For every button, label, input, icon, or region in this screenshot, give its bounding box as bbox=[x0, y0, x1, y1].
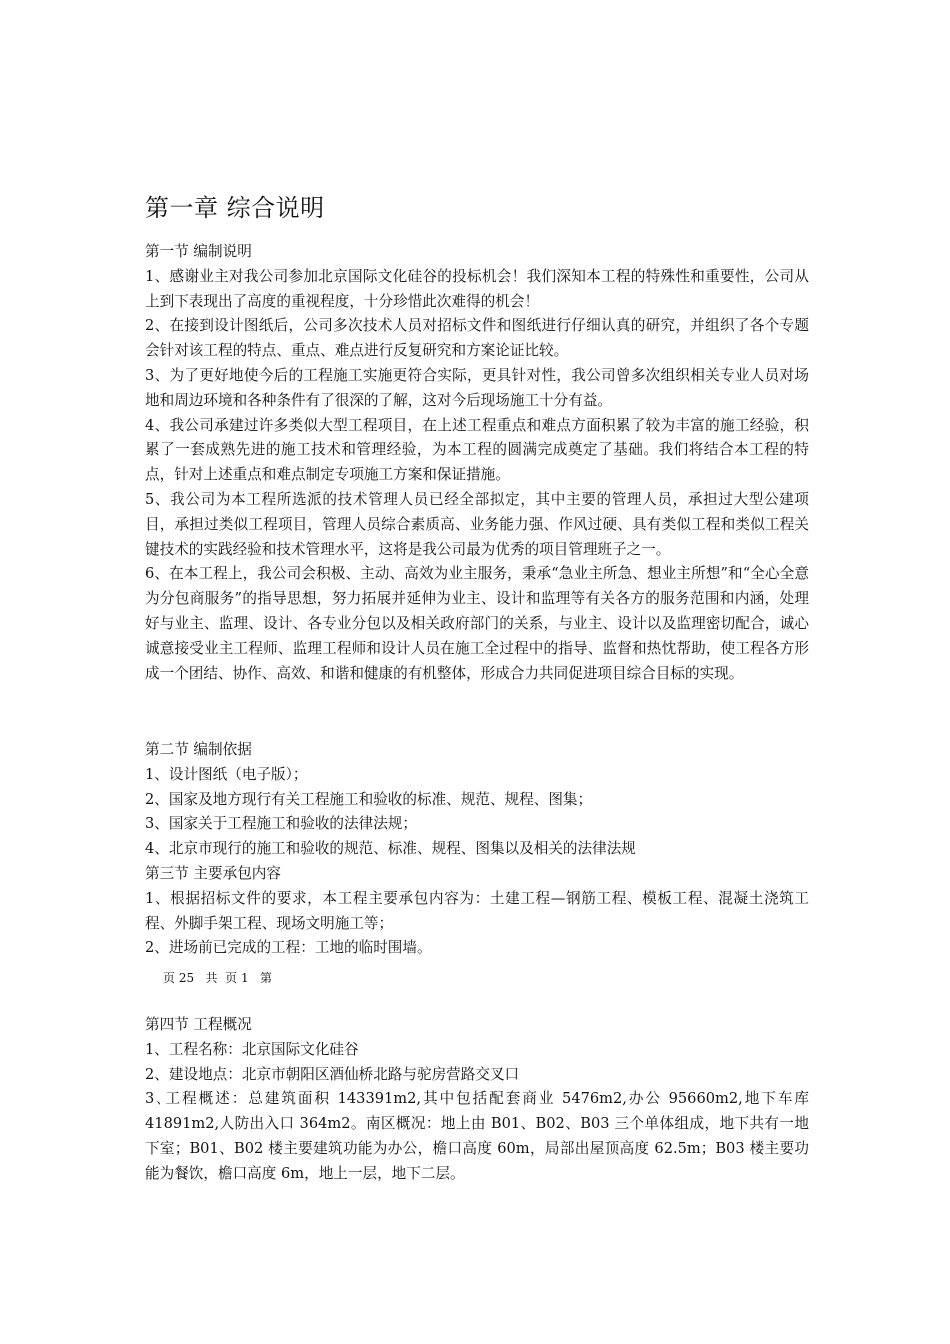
paragraph: 4、我公司承建过许多类似大型工程项目，在上述工程重点和难点方面积累了较为丰富的施工经验，积累了一套成熟先进的施工技术和管理经验，为本工程的圆满完成奠定了基础。我们将结合本工程的特点，针对上述重点和难点制定专项施工方案和保证措施。 bbox=[145, 416, 809, 484]
section-heading: 第一节 编制说明 bbox=[145, 243, 252, 260]
list-item: 4、北京市现行的施工和验收的规范、标准、规程、图集以及相关的法律法规 bbox=[145, 840, 636, 858]
paragraph: 6、在本工程上，我公司会积极、主动、高效为业主服务，秉承“急业主所急、想业主所想”和“全心全意为分包商服务”的指导思想，努力拓展并延伸为业主、设计和监理等有关各方的服务范围和内涵，处理好与业主、监理、设计、各专业分包以及相关政府部门的关系，与业主、设计以及监理密切配合，诚心诚意接受业主工程师、监理工程师和设计人员在施工全过程中的指导、监督和热忱帮助，使工程各方形成一个团结、协作、高效、和谐和健康的有机整体，形成合力共同促进项目综合目标的实现。 bbox=[145, 565, 809, 682]
paragraph: 3、为了更好地使今后的工程施工实施更符合实际，更具针对性，我公司曾多次组织相关专业人员对场地和周边环境和各种条件有了很深的了解，这对今后现场施工十分有益。 bbox=[145, 366, 809, 409]
paragraph: 1、感谢业主对我公司参加北京国际文化硅谷的投标机会！我们深知本工程的特殊性和重要性，公司从上到下表现出了高度的重视程度，十分珍惜此次难得的机会！ bbox=[145, 267, 809, 310]
section-heading: 第四节 工程概况 bbox=[145, 1016, 252, 1033]
list-item: 2、国家及地方现行有关工程施工和验收的标准、规范、规程、图集； bbox=[145, 790, 593, 808]
paragraph: 2、在接到设计图纸后，公司多次技术人员对招标文件和图纸进行仔细认真的研究，并组织了各个专题会针对该工程的特点、重点、难点进行反复研究和方案论证比较。 bbox=[145, 317, 809, 360]
section-heading: 第三节 主要承包内容 bbox=[145, 864, 281, 882]
list-item: 2、建设地点：北京市朝阳区酒仙桥北路与驼房营路交叉口 bbox=[145, 1065, 520, 1083]
paragraph: 5、我公司为本工程所选派的技术管理人员已经全部拟定，其中主要的管理人员，承担过大型公建项目，承担过类似工程项目，管理人员综合素质高、业务能力强、作风过硬、具有类似工程和类似工程关键技术的实践经验和技术管理水平，这将是我公司最为优秀的项目管理班子之一。 bbox=[145, 490, 809, 558]
list-item: 1、根据招标文件的要求，本工程主要承包内容为：土建工程—钢筋工程、模板工程、混凝土浇筑工程、外脚手架工程、现场文明施工等； bbox=[145, 889, 809, 932]
section-compilation-basis bbox=[145, 738, 809, 961]
list-item: 1、工程名称：北京国际文化硅谷 bbox=[145, 1040, 359, 1058]
list-item: 1、设计图纸（电子版）； bbox=[145, 765, 308, 783]
section-heading: 第二节 编制依据 bbox=[145, 741, 252, 758]
section-project-overview bbox=[145, 1013, 809, 1187]
list-item: 2、进场前已完成的工程：工地的临时围墙。 bbox=[145, 939, 432, 957]
list-item: 3､工程概述：总建筑面积 143391m2,其中包括配套商业 5476m2,办公 95660m2,地下车库 41891m2,人防出入口 364m2。南区概况：地上由 B01、B02、B03 三个单体组成，地下共有一地下室；B01、B02 楼主要建筑功能为办公，檐口高度 60m，局部出屋顶高度 62.5m；B03 楼主要功能为餐饮，檐口高度 6m，地上一层，地下二层。 bbox=[145, 1090, 809, 1182]
list-item: 3、国家关于工程施工和验收的法律法规； bbox=[145, 815, 417, 833]
section-compilation-notes bbox=[145, 240, 809, 686]
page-footer: 页 25 共 页 1 第 bbox=[163, 971, 273, 985]
chapter-title: 第一章 综合说明 bbox=[145, 194, 325, 222]
